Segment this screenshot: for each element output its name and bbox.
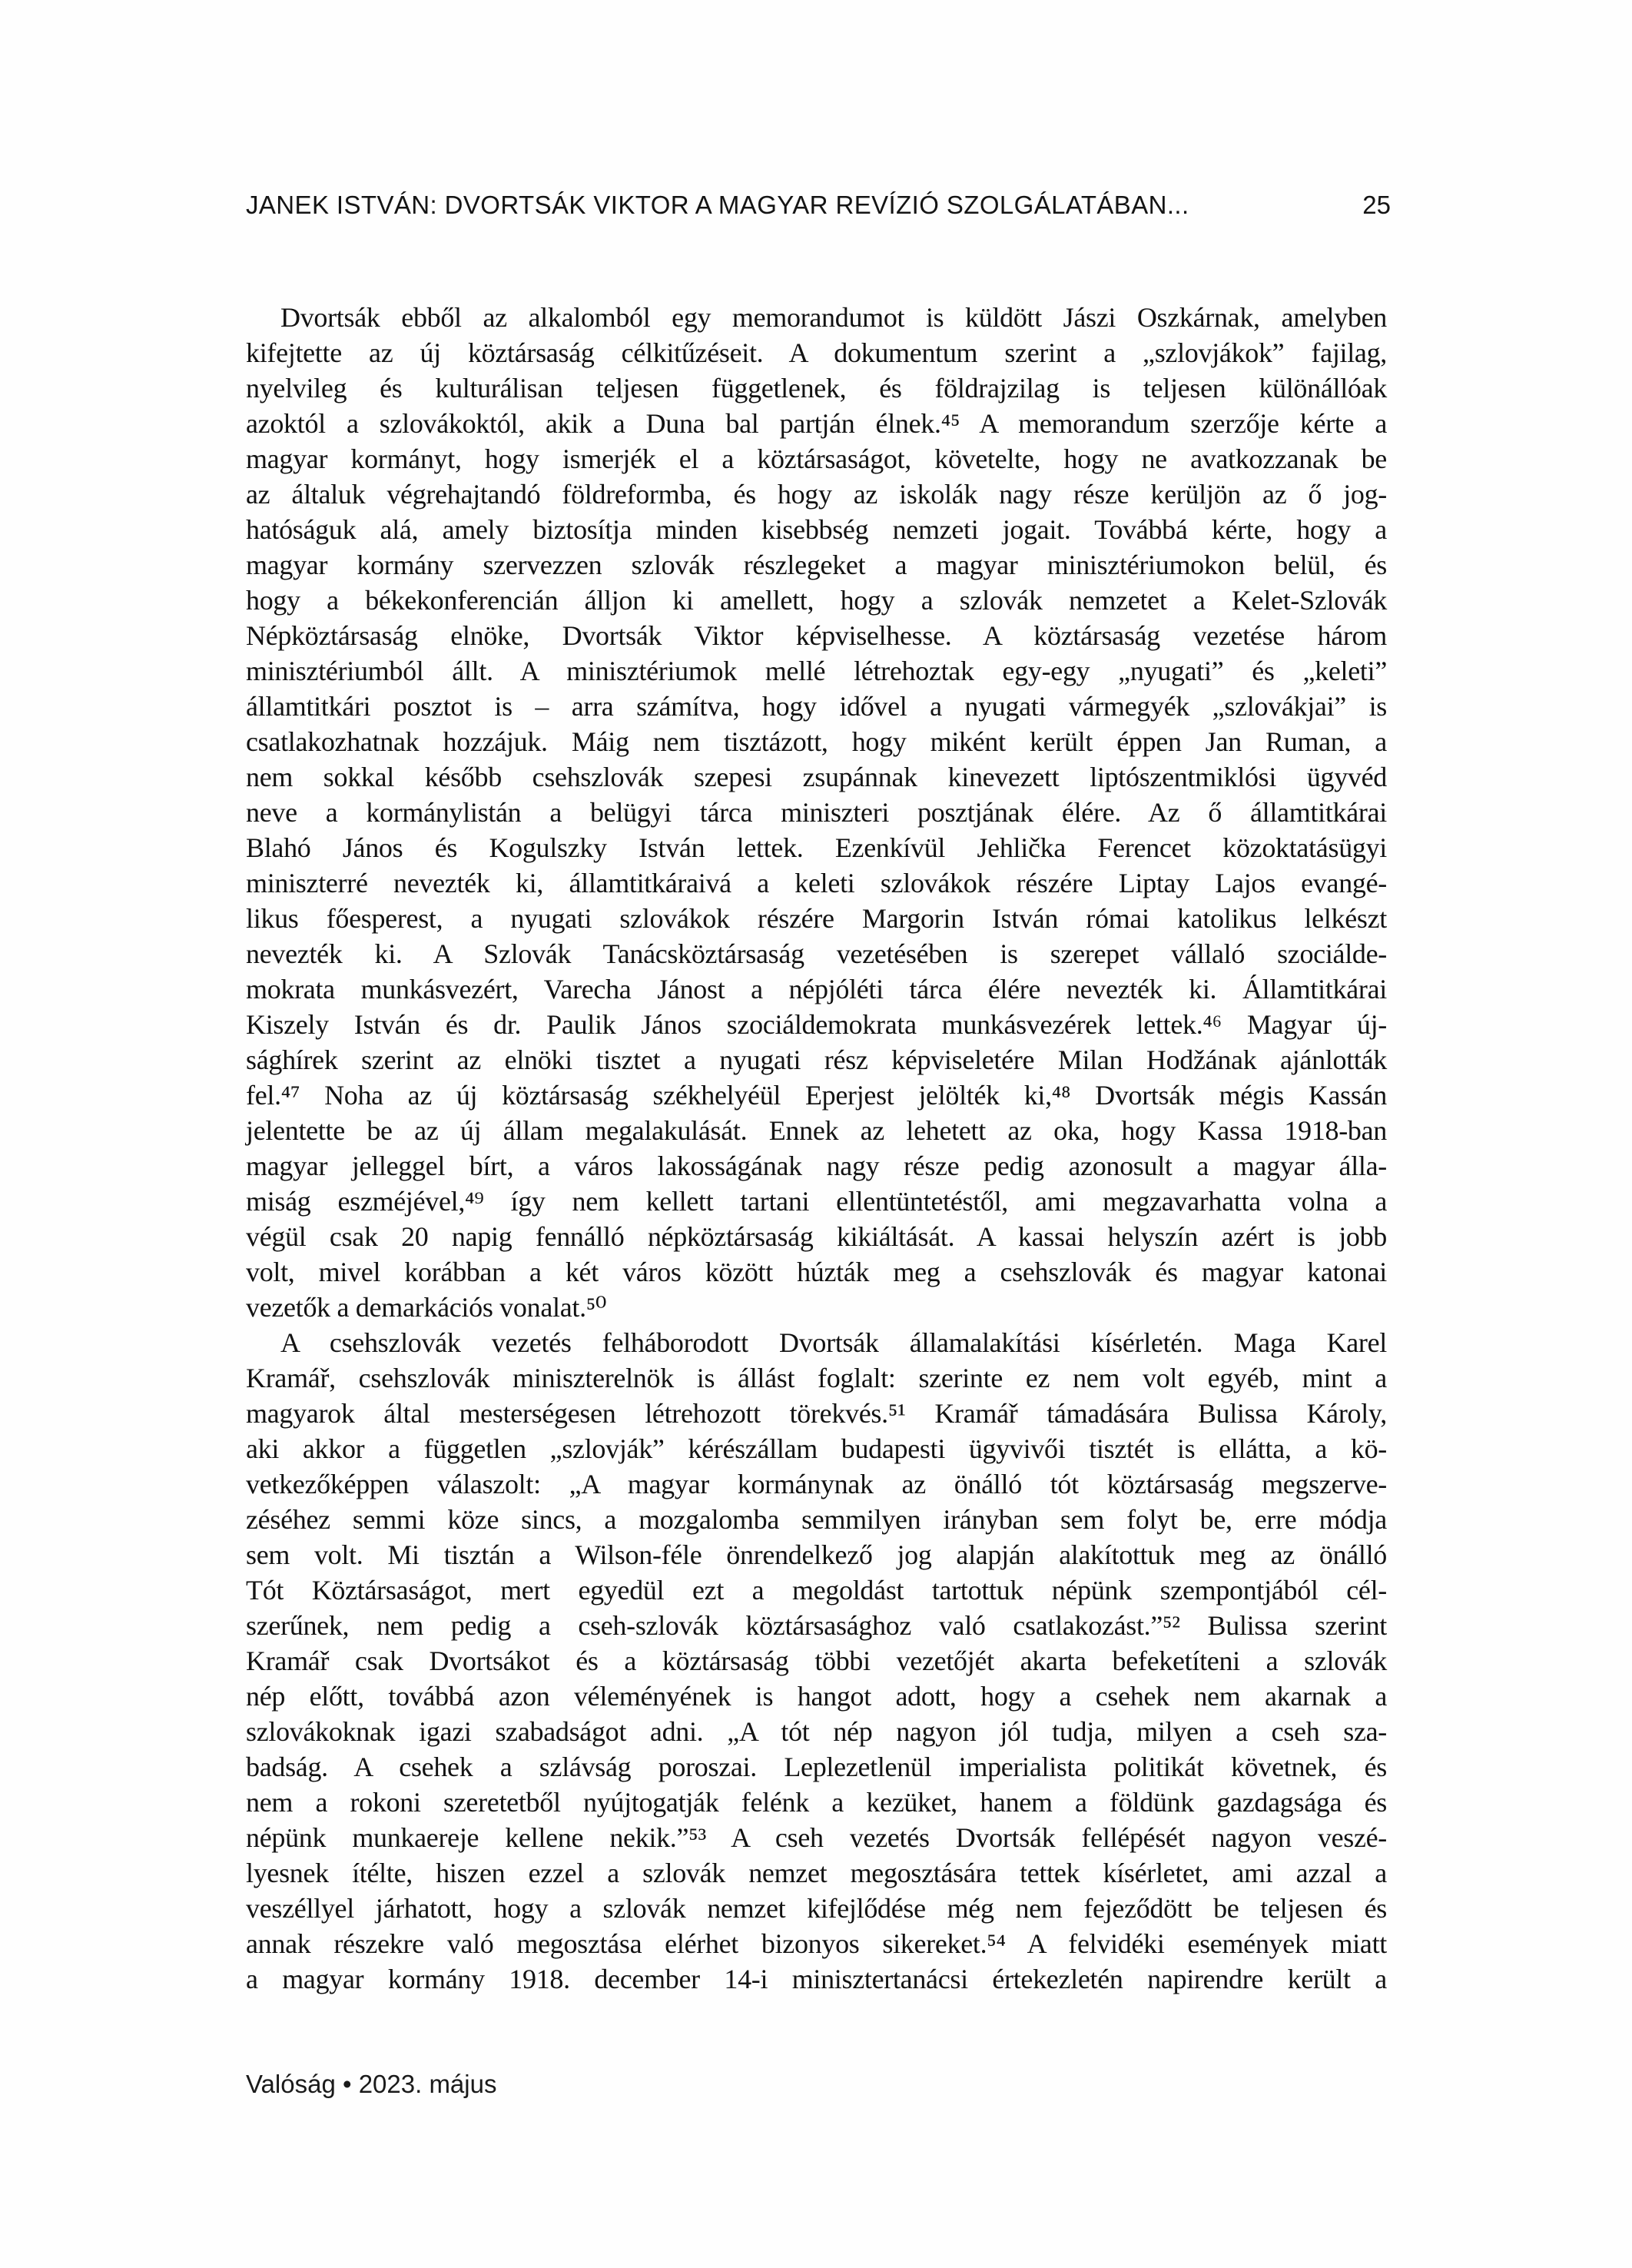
- page-number: 25: [1362, 191, 1391, 219]
- text-line: magyarok által mesterségesen létrehozott törekvés.⁵¹ Kramář támadására Bulissa Károly,: [246, 1398, 1387, 1429]
- text-line: Dvortsák ebből az alkalomból egy memorandumot is küldött Jászi Oszkárnak, amelyben: [280, 302, 1387, 333]
- text-line: magyar kormány szervezzen szlovák részlegeket a magyar minisztériumokon belül, és: [246, 550, 1387, 580]
- text-line: mokrata munkásvezért, Varecha Jánost a népjóléti tárca élére nevezték ki. Államtitkárai: [246, 974, 1387, 1004]
- text-line: badság. A csehek a szlávság poroszai. Leplezetlenül imperialista politikát követnek, és: [246, 1752, 1387, 1782]
- paragraph: [246, 1325, 1387, 1997]
- journal-issue: Valóság • 2023. május: [246, 2070, 497, 2098]
- text-line: magyar kormányt, hogy ismerjék el a köztársaságot, követelte, hogy ne avatkozzanak be: [246, 443, 1387, 474]
- text-line: Kiszely István és dr. Paulik János szociáldemokrata munkásvezérek lettek.⁴⁶ Magyar új-: [246, 1009, 1387, 1040]
- text-line: aki akkor a független „szlovják” kérészállam budapesti ügyvivői tisztét is ellátta, a kö-: [246, 1433, 1387, 1464]
- text-line: nevezték ki. A Szlovák Tanácsköztársaság vezetésében is szerepet vállaló szociálde-: [246, 938, 1387, 969]
- text-line: fel.⁴⁷ Noha az új köztársaság székhelyéül Eperjest jelölték ki,⁴⁸ Dvortsák mégis Kassán: [246, 1080, 1387, 1111]
- text-line: az általuk végrehajtandó földreformba, és hogy az iskolák nagy része kerüljön az ő jog-: [246, 479, 1387, 510]
- text-line: nem a rokoni szeretetből nyújtogatják felénk a kezüket, hanem a földünk gazdagsága és: [246, 1787, 1387, 1818]
- text-line: kifejtette az új köztársaság célkitűzéseit. A dokumentum szerint a „szlovjákok” fajilag,: [246, 337, 1387, 368]
- paragraph: [246, 300, 1387, 1325]
- text-line: vetkezőképpen válaszolt: „A magyar kormánynak az önálló tót köztársaság megszerve-: [246, 1469, 1387, 1499]
- text-line: csatlakozhatnak hozzájuk. Máig nem tisztázott, hogy miként került éppen Jan Ruman, a: [246, 726, 1387, 757]
- text-line: államtitkári posztot is – arra számítva, hogy idővel a nyugati vármegyék „szlovákjai” is: [246, 691, 1387, 722]
- text-line: népünk munkaereje kellene nekik.”⁵³ A cseh vezetés Dvortsák fellépését nagyon veszé-: [246, 1822, 1387, 1853]
- text-line: miság eszméjével,⁴⁹ így nem kellett tartani ellentüntetéstől, ami megzavarhatta volna a: [246, 1186, 1387, 1217]
- text-line: likus főesperest, a nyugati szlovákok részére Margorin István római katolikus lelkészt: [246, 903, 1387, 934]
- text-line: miniszterré nevezték ki, államtitkáraivá a keleti szlovákok részére Liptay Lajos evangé-: [246, 868, 1387, 898]
- text-line: volt, mivel korábban a két város között húzták meg a csehszlovák és magyar katonai: [246, 1257, 1387, 1287]
- text-line: A csehszlovák vezetés felháborodott Dvortsák államalakítási kísérletén. Maga Karel: [280, 1327, 1387, 1358]
- text-line: Tót Köztársaságot, mert egyedül ezt a megoldást tartottuk népünk szempontjából cél-: [246, 1575, 1387, 1606]
- page-header: [246, 191, 1391, 220]
- text-line: sághírek szerint az elnöki tisztet a nyugati rész képviseletére Milan Hodžának ajánlották: [246, 1044, 1387, 1075]
- text-line: Blahó János és Kogulszky István lettek. Ezenkívül Jehlička Ferencet közoktatásügyi: [246, 832, 1387, 863]
- text-line: zéséhez semmi köze sincs, a mozgalomba semmilyen irányban sem folyt be, erre módja: [246, 1504, 1387, 1535]
- text-line: veszéllyel járhatott, hogy a szlovák nemzet kifejlődése még nem fejeződött be teljesen és: [246, 1893, 1387, 1924]
- text-line: azoktól a szlovákoktól, akik a Duna bal partján élnek.⁴⁵ A memorandum szerzője kérte a: [246, 408, 1387, 439]
- text-line: Népköztársaság elnöke, Dvortsák Viktor képviselhesse. A köztársaság vezetése három: [246, 620, 1387, 651]
- page-footer: [246, 2069, 496, 2100]
- text-line: vezetők a demarkációs vonalat.⁵⁰: [246, 1292, 607, 1323]
- text-line: hogy a békekonferencián álljon ki amellett, hogy a szlovák nemzetet a Kelet-Szlovák: [246, 585, 1387, 616]
- text-line: végül csak 20 napig fennálló népköztársaság kikiáltását. A kassai helyszín azért is jobb: [246, 1221, 1387, 1252]
- text-line: jelentette be az új állam megalakulását. Ennek az lehetett az oka, hogy Kassa 1918-ban: [246, 1115, 1387, 1146]
- text-line: nép előtt, továbbá azon véleményének is hangot adott, hogy a csehek nem akarnak a: [246, 1681, 1387, 1712]
- article-body: [246, 300, 1387, 1997]
- text-line: sem volt. Mi tisztán a Wilson-féle önrendelkező jog alapján alakítottuk meg az önálló: [246, 1539, 1387, 1570]
- text-line: nem sokkal később csehszlovák szepesi zsupánnak kinevezett liptószentmiklósi ügyvéd: [246, 762, 1387, 792]
- text-line: Kramář csak Dvortsákot és a köztársaság többi vezetőjét akarta befeketíteni a szlovák: [246, 1645, 1387, 1676]
- text-line: minisztériumból állt. A minisztériumok mellé létrehoztak egy-egy „nyugati” és „keleti”: [246, 656, 1387, 686]
- text-line: annak részekre való megosztása elérhet bizonyos sikereket.⁵⁴ A felvidéki események miatt: [246, 1928, 1387, 1959]
- text-line: nyelvileg és kulturálisan teljesen függetlenek, és földrajzilag is teljesen különállóak: [246, 373, 1387, 403]
- text-line: szerűnek, nem pedig a cseh-szlovák köztársasághoz való csatlakozást.”⁵² Bulissa szerint: [246, 1610, 1387, 1641]
- text-line: szlovákoknak igazi szabadságot adni. „A tót nép nagyon jól tudja, milyen a cseh sza-: [246, 1716, 1387, 1747]
- text-line: magyar jelleggel bírt, a város lakosságának nagy része pedig azonosult a magyar álla-: [246, 1151, 1387, 1181]
- text-line: neve a kormánylistán a belügyi tárca miniszteri posztjának élére. Az ő államtitkárai: [246, 797, 1387, 828]
- running-header-title: JANEK ISTVÁN: DVORTSÁK VIKTOR A MAGYAR REVÍZIÓ SZOLGÁLATÁBAN...: [246, 191, 1189, 219]
- text-line: lyesnek ítélte, hiszen ezzel a szlovák nemzet megosztására tettek kísérletet, ami azzal a: [246, 1858, 1387, 1888]
- text-line: hatóságuk alá, amely biztosítja minden kisebbség nemzeti jogait. Továbbá kérte, hogy a: [246, 514, 1387, 545]
- text-line: a magyar kormány 1918. december 14-i minisztertanácsi értekezletén napirendre került a: [246, 1964, 1387, 1994]
- text-line: Kramář, csehszlovák miniszterelnök is állást foglalt: szerinte ez nem volt egyéb, mint a: [246, 1363, 1387, 1393]
